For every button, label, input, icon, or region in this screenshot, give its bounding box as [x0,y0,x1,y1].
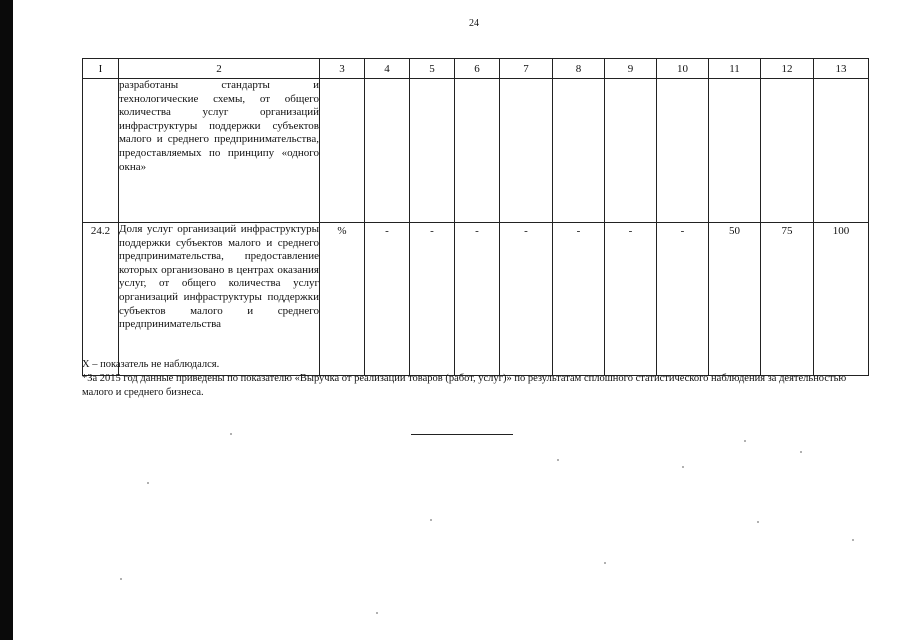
scan-speck [120,578,122,580]
scan-speck [557,459,559,461]
scan-speck [744,440,746,442]
value-cell [455,223,500,376]
column-header: 5 [410,59,455,79]
indicator-description-cell [119,223,320,376]
value-cell [605,79,657,223]
scan-speck [852,539,854,541]
cell-value: 50 [729,225,740,237]
value-cell [709,223,761,376]
value-cell [410,79,455,223]
scan-speck [147,482,149,484]
column-header: 10 [657,59,709,79]
note-line: Х – показатель не наблюдался. [82,359,220,370]
scan-speck [800,451,802,453]
note-line: *За 2015 год данные приведены по показателю «Выручка от реализации товаров (работ, услуг)» по результатам сплошного статистического наблюдения за деятельностью малого и среднего бизнеса. [82,373,847,398]
cell-value: 100 [832,225,850,237]
value-cell [410,223,455,376]
value-cell [500,79,553,223]
cell-value: - [576,225,581,237]
column-header: 12 [761,59,814,79]
value-cell [365,223,410,376]
value-cell [553,79,605,223]
indicator-description-cell [119,79,320,223]
column-header: 3 [320,59,365,79]
table-row [83,223,869,376]
value-cell [761,79,814,223]
value-cell [500,223,553,376]
unit-value: % [337,225,347,237]
value-cell [814,79,869,223]
column-header: 7 [500,59,553,79]
value-cell [814,223,869,376]
column-header: I [83,59,119,79]
cell-value: - [385,225,389,237]
indicators-table [82,58,869,376]
unit-cell [320,223,365,376]
column-header: 13 [814,59,869,79]
cell-value: - [680,225,685,237]
value-cell [657,79,709,223]
cell-value: 75 [781,225,793,237]
table-notes [82,358,868,400]
scan-speck [430,519,432,521]
cell-value: - [475,225,479,237]
table-header-row [83,59,869,79]
column-header: 8 [553,59,605,79]
scan-speck [682,466,684,468]
value-cell [455,79,500,223]
scan-edge-bar [0,0,13,640]
indicator-description: Доля услуг организаций инфраструктуры поддержки субъектов малого и среднего предпринимательства, предоставление которых организовано в центрах оказания услуг, от общего количества услуг организаций инфраструктуры поддержки субъектов малого и среднего предпринимательства [119,223,319,331]
scan-speck [230,433,232,435]
cell-value: - [524,225,528,237]
scan-speck [376,612,378,614]
column-header: 2 [119,59,320,79]
cell-value: - [430,225,434,237]
column-header: 6 [455,59,500,79]
row-code: 24.2 [90,225,111,237]
value-cell [605,223,657,376]
cell-value: - [628,225,633,237]
scan-speck [604,562,606,564]
value-cell [761,223,814,376]
table-row [83,79,869,223]
value-cell [709,79,761,223]
closing-rule [411,434,513,435]
row-code-cell [83,79,119,223]
column-header: 9 [605,59,657,79]
value-cell [657,223,709,376]
value-cell [365,79,410,223]
column-header: 11 [709,59,761,79]
scan-speck [757,521,759,523]
value-cell [553,223,605,376]
indicator-description: разработаны стандарты и технологические схемы, от общего количества услуг организаций инфраструктуры поддержки субъектов малого и среднего предпринимательства, предоставляемых по принципу «одного окна» [119,79,319,173]
row-code-cell [83,223,119,376]
value-cell [320,79,365,223]
column-header: 4 [365,59,410,79]
page-number: 24 [469,18,479,29]
